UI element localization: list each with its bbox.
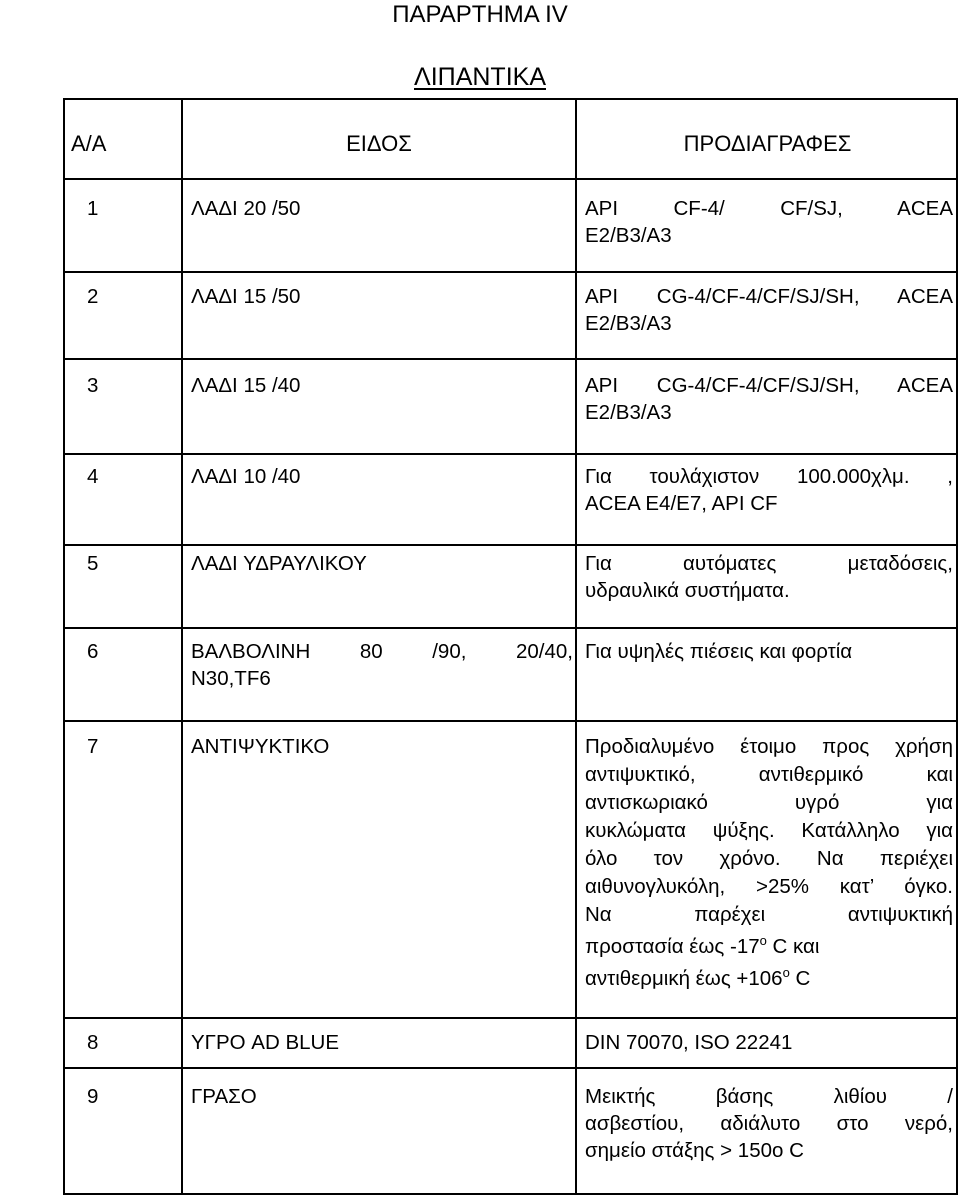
spec-line: υδραυλικά συστήματα. <box>585 579 790 602</box>
spec-line: DIN 70070, ISO 22241 <box>585 1031 793 1054</box>
spec-line: Για τουλάχιστον 100.000χλμ. , <box>585 465 953 488</box>
kind-line: ΒΑΛΒΟΛΙΝΗ 80 /90, 20/40, <box>191 640 573 663</box>
spec-line: Για αυτόματες μεταδόσεις, <box>585 552 953 575</box>
spec-line: E2/B3/A3 <box>585 401 672 424</box>
row-number: 1 <box>87 197 99 220</box>
column-divider <box>181 100 183 1193</box>
row-number: 2 <box>87 285 99 308</box>
spec-line: σημείο στάξης > 150ο C <box>585 1139 804 1162</box>
row-divider <box>65 178 956 180</box>
row-spec <box>585 638 953 665</box>
row-number: 4 <box>87 465 99 488</box>
row-spec <box>585 733 953 993</box>
row-kind: ΛΑΔΙ 10 /40 <box>191 465 301 488</box>
spec-line: E2/B3/A3 <box>585 224 672 247</box>
spec-line: ασβεστίου, αδιάλυτο στο νερό, <box>585 1112 953 1135</box>
row-divider <box>65 453 956 455</box>
row-spec <box>585 463 953 517</box>
row-spec <box>585 1029 953 1056</box>
row-divider <box>65 1017 956 1019</box>
row-spec <box>585 550 953 604</box>
spec-line: αντιψυκτικό, αντιθερμικό και <box>585 763 953 786</box>
section-title <box>0 62 960 92</box>
row-spec <box>585 283 953 337</box>
row-spec <box>585 1083 953 1164</box>
row-kind: ΥΓΡΟ AD BLUE <box>191 1031 340 1054</box>
row-divider <box>65 627 956 629</box>
header-spec: ΠΡΟΔΙΑΓΡΑΦΕΣ <box>683 131 852 156</box>
row-divider <box>65 271 956 273</box>
spec-line: αντιθερμική $έ\omega\varsigma +106^o$ C <box>585 965 811 990</box>
header-kind: ΕΙΔΟΣ <box>346 131 412 156</box>
appendix-title: ΠΑΡΑΡΤΗΜΑ IV <box>392 1 568 28</box>
row-kind <box>191 638 573 692</box>
row-kind: ΛΑΔΙ ΥΔΡΑΥΛΙΚΟΥ <box>191 552 367 575</box>
spec-line: όλο τον χρόνο. Να περιέχει <box>585 847 953 870</box>
spec-line: κυκλώματα ψύξης. Κατάλληλο για <box>585 819 953 842</box>
row-number: 3 <box>87 374 99 397</box>
spec-line <box>585 933 953 961</box>
row-number: 6 <box>87 640 99 663</box>
spec-line: ACEA E4/E7, API CF <box>585 492 778 515</box>
row-spec <box>585 195 953 249</box>
spec-fragment: προστασία έως $-17^o$ C και <box>585 933 820 958</box>
row-number: 9 <box>87 1085 99 1108</box>
spec-line: API CF-4/ CF/SJ, ACEA <box>585 197 953 220</box>
row-kind: ΛΑΔΙ 15 /50 <box>191 285 301 308</box>
row-divider <box>65 1067 956 1069</box>
row-kind: ΛΑΔΙ 15 /40 <box>191 374 301 397</box>
kind-line: Ν30,TF6 <box>191 667 271 690</box>
spec-line: αντισκωριακό υγρό για <box>585 791 953 814</box>
spec-line: E2/B3/A3 <box>585 312 672 335</box>
row-divider <box>65 720 956 722</box>
column-divider <box>575 100 577 1193</box>
row-number: 7 <box>87 735 99 758</box>
spec-line: Να παρέχει αντιψυκτική <box>585 903 953 926</box>
row-spec <box>585 372 953 426</box>
spec-line: API CG-4/CF-4/CF/SJ/SH, ACEA <box>585 285 953 308</box>
spec-line: Μεικτής βάσης λιθίου / <box>585 1085 953 1108</box>
row-kind: ΓΡΑΣΟ <box>191 1085 257 1108</box>
header-aa: Α/Α <box>71 131 107 156</box>
lubricants-table <box>63 98 958 1195</box>
row-number: 5 <box>87 552 99 575</box>
spec-line: αιθυνογλυκόλη, >25% κατ’ όγκο. <box>585 875 953 898</box>
row-divider <box>65 358 956 360</box>
row-kind: ΛΑΔΙ 20 /50 <box>191 197 301 220</box>
spec-line: Προδιαλυμένο έτοιμο προς χρήση <box>585 735 953 758</box>
row-number: 8 <box>87 1031 99 1054</box>
section-title-text: ΛΙΠΑΝΤΙΚΑ <box>414 63 546 91</box>
row-kind: ΑΝΤΙΨΥΚΤΙΚΟ <box>191 735 330 758</box>
spec-line: Για υψηλές πιέσεις και φορτία <box>585 640 853 663</box>
spec-line: API CG-4/CF-4/CF/SJ/SH, ACEA <box>585 374 953 397</box>
row-divider <box>65 544 956 546</box>
